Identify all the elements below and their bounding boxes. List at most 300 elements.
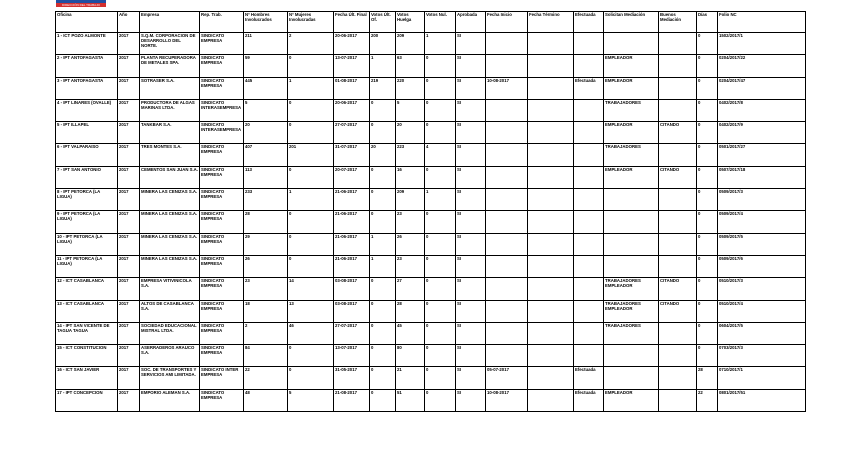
table-cell: 0710/2017/1: [718, 367, 806, 389]
table-row: [56, 345, 806, 367]
table-cell: 2017: [118, 300, 140, 322]
table-cell: 80: [396, 345, 425, 367]
table-cell: CITANDO: [659, 166, 697, 188]
table-cell: 5: [288, 389, 334, 411]
table-cell: [528, 122, 574, 144]
table-cell: 1: [425, 189, 456, 211]
table-cell: 0: [697, 322, 718, 344]
table-cell: TRABAJADORES: [604, 322, 659, 344]
table-cell: SINDICATO EMPRESA: [200, 33, 244, 55]
table-cell: 21: [396, 367, 425, 389]
table-cell: 20: [370, 144, 396, 166]
table-cell: MINERA LAS CENIZAS S.A.: [140, 211, 200, 233]
table-cell: 51: [396, 389, 425, 411]
table-cell: 0: [697, 300, 718, 322]
table-cell: 4 - IPT LINARES (OVALLE): [56, 99, 118, 121]
table-row: [56, 33, 806, 55]
table-cell: 0: [697, 122, 718, 144]
column-header: Aprobada: [456, 12, 486, 33]
table-cell: 209: [396, 33, 425, 55]
table-cell: SI: [456, 300, 486, 322]
table-cell: [574, 300, 604, 322]
table-cell: 0509/2017/6: [718, 255, 806, 277]
table-cell: 4: [425, 144, 456, 166]
table-cell: 27-07-2017: [334, 122, 370, 144]
column-header: Efectuada: [574, 12, 604, 33]
table-cell: SINDICATO EMPRESA: [200, 345, 244, 367]
column-header: Días: [697, 12, 718, 33]
table-cell: [528, 55, 574, 77]
table-cell: 0: [288, 166, 334, 188]
table-cell: SI: [456, 255, 486, 277]
table-cell: 0: [697, 211, 718, 233]
table-cell: 28: [244, 211, 288, 233]
table-cell: [604, 211, 659, 233]
table-cell: 0: [370, 322, 396, 344]
table-cell: 45: [396, 322, 425, 344]
table-cell: 10 - IPT PETORCA (LA LIGUA): [56, 233, 118, 255]
column-header: Votos Nul.: [425, 12, 456, 33]
table-cell: SINDICATO EMPRESA: [200, 55, 244, 77]
table-cell: 2017: [118, 189, 140, 211]
logo-text: DIRECCIÓN DEL TRABAJO: [56, 3, 106, 7]
table-cell: TANKBAR S.A.: [140, 122, 200, 144]
table-cell: 211: [244, 33, 288, 55]
table-cell: 220: [396, 77, 425, 99]
table-cell: 20: [244, 122, 288, 144]
table-cell: [528, 211, 574, 233]
table-cell: 0509/2017/5: [718, 233, 806, 255]
table-cell: 2017: [118, 122, 140, 144]
table-cell: 0: [288, 255, 334, 277]
table-cell: SINDICATO EMPRESA: [200, 389, 244, 411]
table-cell: 2017: [118, 211, 140, 233]
table-row: [56, 367, 806, 389]
table-cell: 0204/2017/22: [718, 55, 806, 77]
table-cell: 0: [425, 166, 456, 188]
table-cell: 201: [288, 144, 334, 166]
table-row: [56, 211, 806, 233]
table-cell: 16: [396, 166, 425, 188]
table-cell: 0402/2017/9: [718, 122, 806, 144]
table-cell: 28: [396, 300, 425, 322]
table-cell: 0: [425, 55, 456, 77]
table-cell: 21-08-2017: [334, 389, 370, 411]
table-cell: 2017: [118, 144, 140, 166]
table-cell: 0: [697, 33, 718, 55]
table-cell: 219: [370, 77, 396, 99]
table-cell: 11 - IPT PETORCA (LA LIGUA): [56, 255, 118, 277]
column-header: Votos Huelga: [396, 12, 425, 33]
table-cell: [604, 189, 659, 211]
table-cell: SI: [456, 233, 486, 255]
table-cell: 14 - IPT SAN VICENTE DE TAGUA TAGUA: [56, 322, 118, 344]
table-cell: 84: [244, 345, 288, 367]
table-cell: 28: [697, 367, 718, 389]
column-header: Año: [118, 12, 140, 33]
table-row: [56, 389, 806, 411]
table-cell: 0: [425, 389, 456, 411]
table-cell: 63: [396, 55, 425, 77]
table-cell: SINDICATO EMPRESA: [200, 189, 244, 211]
table-cell: [486, 255, 528, 277]
table-cell: 03-08-2017: [334, 278, 370, 300]
table-cell: SI: [456, 166, 486, 188]
table-cell: [486, 55, 528, 77]
table-cell: 2017: [118, 322, 140, 344]
table-cell: 0: [425, 77, 456, 99]
table-cell: [604, 33, 659, 55]
table-cell: TRABAJADORES: [604, 144, 659, 166]
column-header: Fecha Últ. Final: [334, 12, 370, 33]
table-cell: [486, 322, 528, 344]
table-cell: [486, 345, 528, 367]
table-cell: 23: [396, 255, 425, 277]
table-cell: 0: [288, 55, 334, 77]
table-cell: 113: [244, 166, 288, 188]
table-cell: 27: [396, 278, 425, 300]
table-cell: 0: [370, 99, 396, 121]
table-cell: 0510/2017/3: [718, 278, 806, 300]
table-cell: 3 - IPT ANTOFAGASTA: [56, 77, 118, 99]
table-cell: 31-05-2017: [334, 367, 370, 389]
logo: [56, 0, 106, 7]
table-cell: [659, 99, 697, 121]
table-cell: 10-08-2017: [486, 389, 528, 411]
table-cell: 15 - ICT CONSTITUCION: [56, 345, 118, 367]
table-cell: 0: [697, 99, 718, 121]
table-cell: 0: [697, 189, 718, 211]
table-cell: EMPLEADOR: [604, 122, 659, 144]
table-cell: [574, 99, 604, 121]
table-row: [56, 166, 806, 188]
table-cell: 8 - IPT PETORCA (LA LIGUA): [56, 189, 118, 211]
table-cell: PLANTA RECUPERADORA DE METALES SPA.: [140, 55, 200, 77]
table-cell: [574, 189, 604, 211]
table-cell: 2017: [118, 255, 140, 277]
table-cell: EMPLEADOR: [604, 389, 659, 411]
table-row: [56, 300, 806, 322]
table-cell: [659, 144, 697, 166]
table-cell: 59: [244, 55, 288, 77]
table-cell: 0: [425, 122, 456, 144]
table-cell: 12 - ICT CASABLANCA: [56, 278, 118, 300]
column-header: Oficina: [56, 12, 118, 33]
table-cell: TRABAJADORES EMPLEADOR: [604, 300, 659, 322]
table-cell: 0: [370, 367, 396, 389]
table-cell: [574, 345, 604, 367]
table-cell: [486, 189, 528, 211]
table-cell: 03-08-2017: [334, 300, 370, 322]
table-cell: 13-07-2017: [334, 55, 370, 77]
table-cell: [659, 55, 697, 77]
table-cell: 1: [370, 55, 396, 77]
table-cell: [604, 367, 659, 389]
table-cell: 2017: [118, 345, 140, 367]
table-cell: 0510/2017/4: [718, 300, 806, 322]
table-cell: TRES MONTES S.A.: [140, 144, 200, 166]
table-cell: 0: [425, 322, 456, 344]
table-cell: [528, 144, 574, 166]
table-cell: 20-06-2017: [334, 33, 370, 55]
table-cell: 0509/2017/3: [718, 189, 806, 211]
table-cell: [574, 166, 604, 188]
table-cell: CITANDO: [659, 122, 697, 144]
table-cell: SI: [456, 367, 486, 389]
table-cell: SINDICATO EMPRESA: [200, 211, 244, 233]
table-cell: 0: [697, 144, 718, 166]
table-cell: 0: [425, 278, 456, 300]
table-cell: [528, 33, 574, 55]
table-cell: [486, 166, 528, 188]
table-cell: 0: [288, 211, 334, 233]
table-cell: [659, 367, 697, 389]
table-cell: SI: [456, 99, 486, 121]
table-cell: 1: [370, 255, 396, 277]
table-cell: [659, 189, 697, 211]
table-cell: 0: [288, 99, 334, 121]
table-cell: [486, 122, 528, 144]
table-cell: 0: [370, 189, 396, 211]
table-cell: 0: [288, 367, 334, 389]
table-cell: SINDICATO EMPRESA: [200, 255, 244, 277]
table-cell: 0: [370, 122, 396, 144]
table-cell: EMPRESA VITIVINICOLA S.A.: [140, 278, 200, 300]
table-cell: 5: [396, 99, 425, 121]
table-cell: [574, 33, 604, 55]
table-cell: [574, 233, 604, 255]
column-header: Votos Últ. Of.: [370, 12, 396, 33]
table-cell: [659, 345, 697, 367]
table-cell: 21-06-2017: [334, 255, 370, 277]
table-cell: 0: [697, 55, 718, 77]
table-cell: 0: [288, 122, 334, 144]
table-cell: 23: [396, 211, 425, 233]
table-cell: [528, 345, 574, 367]
table-cell: 17 - IPT CONCEPCION: [56, 389, 118, 411]
table-row: [56, 278, 806, 300]
table-cell: [604, 255, 659, 277]
column-header: Solicitan Mediación: [604, 12, 659, 33]
table-cell: 0507/2017/18: [718, 166, 806, 188]
table-cell: 27-07-2017: [334, 322, 370, 344]
table-cell: SINDICATO EMPRESA: [200, 77, 244, 99]
table-cell: SINDICATO INTERASEMPRESA: [200, 122, 244, 144]
table-cell: 2: [288, 33, 334, 55]
table-cell: [528, 189, 574, 211]
strikes-table: [55, 11, 806, 412]
table-cell: CEMENTOS SAN JUAN S.A.: [140, 166, 200, 188]
table-cell: 2017: [118, 233, 140, 255]
table-cell: MINERA LAS CENIZAS S.A.: [140, 233, 200, 255]
table-cell: 0501/2017/27: [718, 144, 806, 166]
table-cell: [574, 255, 604, 277]
table-row: [56, 99, 806, 121]
table-cell: [659, 255, 697, 277]
table-cell: [486, 300, 528, 322]
table-cell: [528, 389, 574, 411]
table-cell: 0: [370, 211, 396, 233]
table-cell: 20-07-2017: [334, 166, 370, 188]
table-cell: 0: [697, 233, 718, 255]
table-cell: 0: [288, 345, 334, 367]
table-cell: 21-06-2017: [334, 233, 370, 255]
table-cell: [486, 233, 528, 255]
table-cell: 1 - ICT POZO ALMONTE: [56, 33, 118, 55]
table-cell: EMPLEADOR: [604, 77, 659, 99]
table-cell: Efectuada: [574, 389, 604, 411]
table-cell: 6 - IPT VALPARAISO: [56, 144, 118, 166]
table-cell: [528, 278, 574, 300]
table-cell: [574, 322, 604, 344]
table-cell: [659, 211, 697, 233]
table-cell: SI: [456, 345, 486, 367]
table-cell: 22: [244, 367, 288, 389]
table-row: [56, 122, 806, 144]
table-cell: 0: [697, 166, 718, 188]
table-cell: 0: [288, 233, 334, 255]
table-row: [56, 322, 806, 344]
table-cell: SI: [456, 144, 486, 166]
table-cell: 1: [425, 33, 456, 55]
table-cell: 0703/2017/3: [718, 345, 806, 367]
table-cell: 1: [370, 233, 396, 255]
table-cell: Efectuada: [574, 367, 604, 389]
table-cell: [528, 255, 574, 277]
table-cell: Efectuada: [574, 77, 604, 99]
table-cell: SINDICATO EMPRESA: [200, 144, 244, 166]
table-cell: 0204/2017/47: [718, 77, 806, 99]
table-cell: [486, 144, 528, 166]
table-cell: 5: [244, 99, 288, 121]
table-cell: 0: [425, 300, 456, 322]
table-cell: [574, 144, 604, 166]
column-header: Rep. Trab.: [200, 12, 244, 33]
table-cell: [486, 278, 528, 300]
table-cell: PRODUCTORA DE ALGAS MARINAS LTDA.: [140, 99, 200, 121]
table-cell: [604, 233, 659, 255]
table-cell: [486, 99, 528, 121]
table-cell: [528, 233, 574, 255]
table-cell: 2017: [118, 166, 140, 188]
table-cell: 0: [425, 233, 456, 255]
table-cell: SOTRASER S.A.: [140, 77, 200, 99]
table-cell: 0: [697, 345, 718, 367]
table-cell: MINERA LAS CENIZAS S.A.: [140, 255, 200, 277]
table-cell: SI: [456, 389, 486, 411]
table-cell: 0: [425, 99, 456, 121]
column-header: Buenos Mediación: [659, 12, 697, 33]
table-cell: 0509/2017/4: [718, 211, 806, 233]
table-cell: 0: [370, 345, 396, 367]
table-cell: 29: [244, 233, 288, 255]
table-cell: 2017: [118, 99, 140, 121]
table-cell: SI: [456, 33, 486, 55]
table-cell: 0: [697, 278, 718, 300]
table-cell: 0: [697, 255, 718, 277]
table-cell: 2 - IPT ANTOFAGASTA: [56, 55, 118, 77]
table-cell: 0: [425, 367, 456, 389]
table-cell: SI: [456, 77, 486, 99]
table-cell: [528, 322, 574, 344]
table-cell: 46: [288, 322, 334, 344]
table-cell: [486, 33, 528, 55]
table-cell: 1: [288, 189, 334, 211]
table-cell: 7 - IPT SAN ANTONIO: [56, 166, 118, 188]
table-cell: SI: [456, 278, 486, 300]
table-cell: S.Q.M. CORPORACION DE DESARROLLO DEL NORTE.: [140, 33, 200, 55]
table-cell: 200: [370, 33, 396, 55]
table-cell: 26: [244, 255, 288, 277]
table-cell: SOC. DE TRANSPORTES Y SERVICIOS AMI LIMITADA.: [140, 367, 200, 389]
column-header: Fecha Inicio: [486, 12, 528, 33]
table-cell: 0801/2017/51: [718, 389, 806, 411]
table-cell: [528, 367, 574, 389]
table-cell: 13: [288, 300, 334, 322]
table-cell: [528, 99, 574, 121]
table-cell: [659, 77, 697, 99]
table-cell: 13 - ICT CASABLANCA: [56, 300, 118, 322]
table-cell: ALTOS DE CASABLANCA S.A.: [140, 300, 200, 322]
table-cell: 2017: [118, 389, 140, 411]
table-cell: SINDICATO EMPRESA: [200, 278, 244, 300]
table-cell: 23: [244, 278, 288, 300]
table-cell: 0: [370, 278, 396, 300]
table-cell: 0: [425, 345, 456, 367]
table-cell: 14: [288, 278, 334, 300]
table-cell: 0: [697, 77, 718, 99]
table-cell: 407: [244, 144, 288, 166]
table-cell: 13-07-2017: [334, 345, 370, 367]
table-cell: 0: [425, 255, 456, 277]
table-cell: 05-07-2017: [486, 367, 528, 389]
table-cell: TRABAJADORES EMPLEADOR: [604, 278, 659, 300]
table-cell: [574, 211, 604, 233]
table-cell: 0402/2017/8: [718, 99, 806, 121]
table-cell: SINDICATO EMPRESA: [200, 166, 244, 188]
table-cell: 2: [244, 322, 288, 344]
table-cell: SI: [456, 211, 486, 233]
table-row: [56, 77, 806, 99]
table-row: [56, 255, 806, 277]
table-cell: 31-07-2017: [334, 144, 370, 166]
table-row: [56, 189, 806, 211]
table-cell: 21-06-2017: [334, 189, 370, 211]
column-header: Folio NC: [718, 12, 806, 33]
table-cell: [659, 33, 697, 55]
table-cell: 2017: [118, 77, 140, 99]
table-cell: 21-06-2017: [334, 211, 370, 233]
table-row: [56, 233, 806, 255]
table-cell: [528, 77, 574, 99]
table-cell: 2017: [118, 55, 140, 77]
table-cell: SINDICATO INTER EMPRESA: [200, 367, 244, 389]
table-cell: 20: [396, 122, 425, 144]
table-cell: EMPORIO ALEMAN S.A.: [140, 389, 200, 411]
table-cell: MINERA LAS CENIZAS S.A.: [140, 189, 200, 211]
column-header: Nº Hombres Involucrados: [244, 12, 288, 33]
table-cell: 5 - IPT ILLAPEL: [56, 122, 118, 144]
table-cell: 223: [396, 144, 425, 166]
table-cell: 2017: [118, 367, 140, 389]
table-cell: [486, 211, 528, 233]
table-cell: 22: [697, 389, 718, 411]
table-cell: SI: [456, 55, 486, 77]
table-cell: [659, 389, 697, 411]
table-cell: 01-08-2017: [334, 77, 370, 99]
table-cell: [604, 345, 659, 367]
table-cell: 48: [244, 389, 288, 411]
